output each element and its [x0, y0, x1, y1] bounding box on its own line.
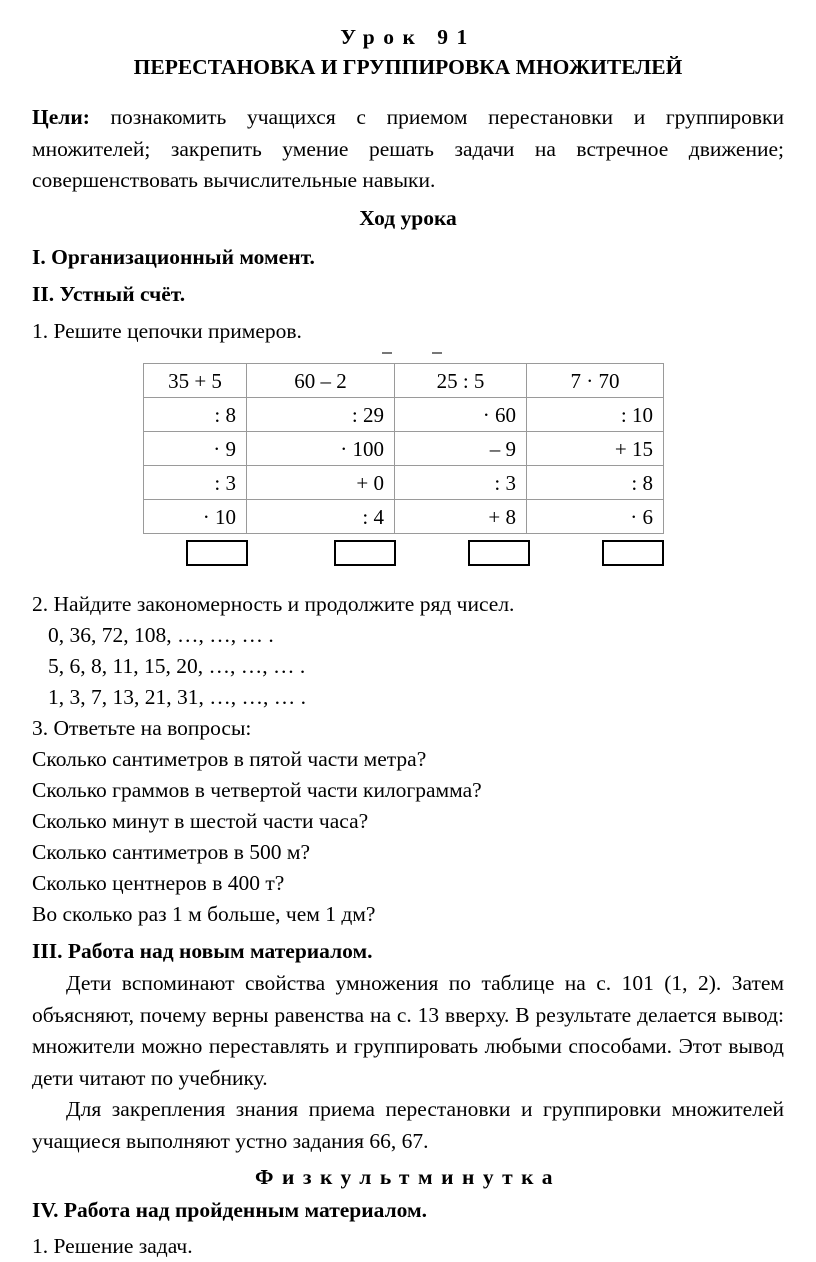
- scan-mark: [432, 352, 442, 354]
- chain-table: [143, 363, 664, 534]
- answer-box[interactable]: [334, 540, 396, 566]
- table-cell: 25 : 5: [395, 364, 527, 398]
- course-title: Ход урока: [359, 206, 457, 230]
- table-cell: : 3: [144, 466, 247, 500]
- table-cell: · 60: [395, 398, 527, 432]
- section-new-material: III. Работа над новым материалом.: [32, 939, 373, 963]
- table-cell: · 100: [247, 432, 395, 466]
- answer-box[interactable]: [468, 540, 530, 566]
- physical-pause: Физкультминутка: [254, 1165, 561, 1189]
- answer-box[interactable]: [186, 540, 248, 566]
- table-row: [144, 364, 664, 398]
- number-series: 0, 36, 72, 108, …, …, … .: [48, 623, 274, 647]
- table-cell: : 8: [144, 398, 247, 432]
- table-cell: : 3: [395, 466, 527, 500]
- question: Сколько центнеров в 400 т?: [32, 871, 285, 895]
- table-row: [144, 466, 664, 500]
- table-cell: + 15: [527, 432, 664, 466]
- table-cell: : 4: [247, 500, 395, 534]
- table-cell: · 9: [144, 432, 247, 466]
- goals-text: познакомить учащихся с приемом перестановки и группировки множителей; закрепить умение решать задачи на встречное движение; совершенствовать вычислительные навыки.: [32, 105, 785, 192]
- table-cell: – 9: [395, 432, 527, 466]
- number-series: 5, 6, 8, 11, 15, 20, …, …, … .: [48, 654, 306, 678]
- answer-box[interactable]: [602, 540, 664, 566]
- table-row: [144, 432, 664, 466]
- task-2-title: 2. Найдите закономерность и продолжите ряд чисел.: [32, 592, 515, 616]
- task-3-title: 3. Ответьте на вопросы:: [32, 716, 252, 740]
- task-1-title: 1. Решите цепочки примеров.: [32, 319, 302, 343]
- question: Во сколько раз 1 м больше, чем 1 дм?: [32, 902, 376, 926]
- table-cell: · 6: [527, 500, 664, 534]
- section-organizational: I. Организационный момент.: [32, 245, 315, 269]
- table-cell: 7 · 70: [527, 364, 664, 398]
- number-series: 1, 3, 7, 13, 21, 31, …, …, … .: [48, 685, 306, 709]
- lesson-topic: ПЕРЕСТАНОВКА И ГРУППИРОВКА МНОЖИТЕЛЕЙ: [133, 55, 683, 79]
- table-cell: : 8: [527, 466, 664, 500]
- reinforcement-paragraph: Для закрепления знания приема перестановки и группировки множителей учащиеся выполняют устно задания 66, 67.: [32, 1097, 784, 1153]
- table-cell: · 10: [144, 500, 247, 534]
- table-cell: + 0: [247, 466, 395, 500]
- question: Сколько граммов в четвертой части килограмма?: [32, 778, 482, 802]
- new-material-paragraph: Дети вспоминают свойства умножения по таблице на с. 101 (1, 2). Затем объясняют, почему верны равенства на с. 13 вверху. В результате делается вывод: множители можно переставлять и группировать любыми способами. Этот вывод дети читают по учебнику.: [32, 971, 784, 1090]
- table-cell: : 29: [247, 398, 395, 432]
- table-row: [144, 500, 664, 534]
- question: Сколько сантиметров в 500 м?: [32, 840, 311, 864]
- question: Сколько сантиметров в пятой части метра?: [32, 747, 427, 771]
- table-cell: + 8: [395, 500, 527, 534]
- table-cell: 35 + 5: [144, 364, 247, 398]
- scan-mark: [382, 352, 392, 354]
- table-row: [144, 398, 664, 432]
- question: Сколько минут в шестой части часа?: [32, 809, 369, 833]
- goals-label: Цели:: [32, 105, 90, 129]
- lesson-number: Урок 91: [340, 25, 476, 49]
- goals-paragraph: [32, 102, 784, 197]
- table-cell: : 10: [527, 398, 664, 432]
- section-review: IV. Работа над пройденным материалом.: [32, 1198, 428, 1222]
- section-mental-count: II. Устный счёт.: [32, 282, 186, 306]
- table-cell: 60 – 2: [247, 364, 395, 398]
- review-task-1: 1. Решение задач.: [32, 1234, 193, 1258]
